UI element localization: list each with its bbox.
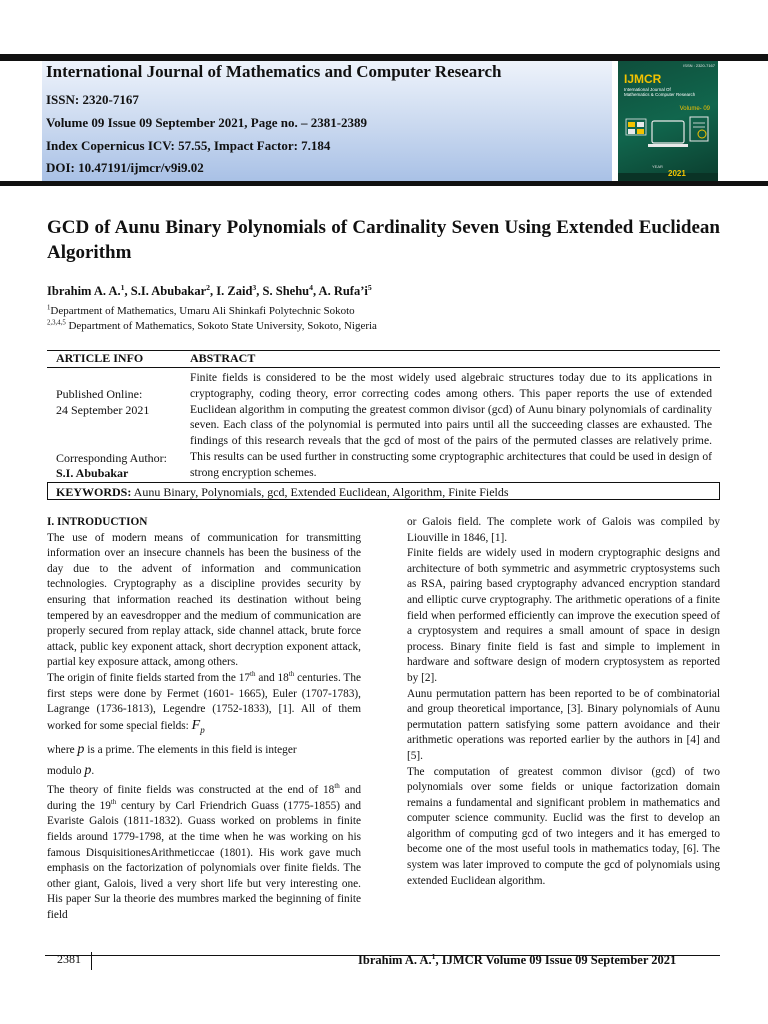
table-rule-top [47,350,720,351]
page-number-divider [91,952,92,970]
issn-line: ISSN: 2320-7167 [46,92,139,107]
paragraph: The theory of finite fields was constructed at the end of 18th and during the 19th century by Carl Friendrich Guass (1775-1855) and Evariste Galois (1811-1832). Guass worked on problems in finite fields around 1779-1798, at the time when he was working on his famous DisquisitionesArithmeticcae (1801). His work gave much emphasis on the factorization of polynomials over finite fields. The other giant, Galois, lived a very short life but very interesting one. His paper Sur la theorie des mumbres marked the beginning of finite field [47,782,361,922]
right-column [407,515,720,889]
paragraph: Aunu permutation pattern has been reported to be of combinatorial and group theoretical importance, [3]. Binary polynomials of Aunu permutation pattern satisfying some pattern avoidance and their arithmetic operations was reported earlier by the authors in [4] and [5]. [407,687,720,762]
running-footer: Ibrahim A. A.$^1$, IJMCR Volume 09 Issue 09 September 2021 [358,951,677,967]
paper-title: GCD of Aunu Binary Polynomials of Cardinality Seven Using Extended Euclidean Algorithm [47,217,720,263]
published-label: Published Online: [56,387,143,401]
keywords-line: KEYWORDS: Aunu Binary, Polynomials, gcd, Extended Euclidean, Algorithm, Finite Fields [56,485,509,499]
header-bottom-rule [0,181,768,186]
keyword-box-left [47,482,48,500]
table-rule-bottom [47,499,720,500]
paragraph: The computation of greatest common divisor (gcd) of two polynomials over some fields or unique factorization domain remains a fundamental and significant problem in mathematics and computer science community. Euclid was the first to develop an algorithm of computing gcd of two integers and it has emerged to become one of the most useful tools in mathematics today, [6]. The system was later improved to compute the gcd of polynomials using extended Euclidean algorithm. [407,765,720,887]
section-heading-introduction: I. INTRODUCTION [47,516,148,528]
journal-title: International Journal of Mathematics and Computer Research [46,62,502,81]
corresponding-author: S.I. Abubakar [56,466,129,480]
abstract-heading: ABSTRACT [190,351,256,365]
keyword-box-right [719,482,720,500]
paragraph: modulo p. [47,762,95,778]
left-column [47,515,361,924]
paragraph: The use of modern means of communication for transmitting information over an insecure channels has been the business of the day due to the advent of information and communication technologies. Cryptography as a discipline provides security by ensuring that information reached its destination without being tempered by an eavesdropper and the medium of communication are properly secured from replay attack, side channel attack, brute force attack, public key exponent attack, short decryption exponent attack, partial key exposure attack, among others. [47,531,361,669]
paragraph: where p is a prime. The elements in this field is integer [47,742,297,758]
volume-line: Volume 09 Issue 09 September 2021, Page no. – 2381-2389 [46,115,368,130]
paragraph: The origin of finite fields started from the 17th and 18th centuries. The first steps were done by Fermet (1601- 1665), Euler (1707-1783), Lagrange (1736-1813), Legendre (1752-1833), [1]. All of them worked for some special fields: $F_p$ [47,670,361,735]
corresponding-label: Corresponding Author: [56,451,167,465]
table-rule-sub [47,367,720,368]
published-date: 24 September 2021 [56,403,150,417]
paragraph: or Galois field. The complete work of Galois was compiled by Liouville in 1846, [1]. [407,516,720,544]
journal-cover-image: ISSN : 2320-7167 IJMCR International Journal Of Mathematics & Computer Research Volume- 09 YEAR 2021 [618,61,718,181]
article-info-heading: ARTICLE INFO [56,351,144,365]
paragraph: Finite fields are widely used in modern cryptographic designs and architecture of both symmetric and asymmetric cryptosystems such as RSA, pairing based cryptography advanced encryption standard and elliptic curve cryptography. The arithmetic operations of a finite field when performed efficiently can improve the execution speed of a cryptosystem and requires a small amount of space in design process. Binary finite field is fast and simple to implement in hardware and software design of modern cryptosystem as reported by [2]. [407,547,720,684]
table-rule-keywords [47,482,720,483]
affiliation-2: $^{2,3,4,5}$ Department of Mathematics, Sokoto State University, Sokoto, Nigeria [47,319,377,332]
index-line: Index Copernicus ICV: 57.55, Impact Factor: 7.184 [46,138,331,153]
top-rule [0,54,768,61]
abstract-text: Finite fields is considered to be the most widely used algebraic structures today due to its applications in cryptography, coding theory, error correcting codes among others. This paper reports the use of extended Euclidean algorithm in computing the greatest common divisor (gcd) of Aunu binary polynomials of cardinality seven. Each class of the polynomial is permuted into pairs until all the succeeding classes are exhausted. The findings of this research reveals that the gcd of most of the pairs of the permuted classes are relatively prime. This results can be used further in constructing some cryptographic architectures that could be used in design of strong encryption schemes. [190,371,712,479]
doi-line[interactable]: DOI: 10.47191/ijmcr/v9i9.02 [46,160,204,175]
page-number: 2381 [57,952,81,966]
author-list: Ibrahim A. A.$^1$, S.I. Abubakar$^2$, I. Zaid$^3$, S. Shehu$^4$, A. $Rufa’i^5$ [47,282,372,298]
journal-header [42,61,612,181]
affiliation-1: $^1$Department of Mathematics, Umaru Ali Shinkafi Polytechnic Sokoto [47,304,355,317]
